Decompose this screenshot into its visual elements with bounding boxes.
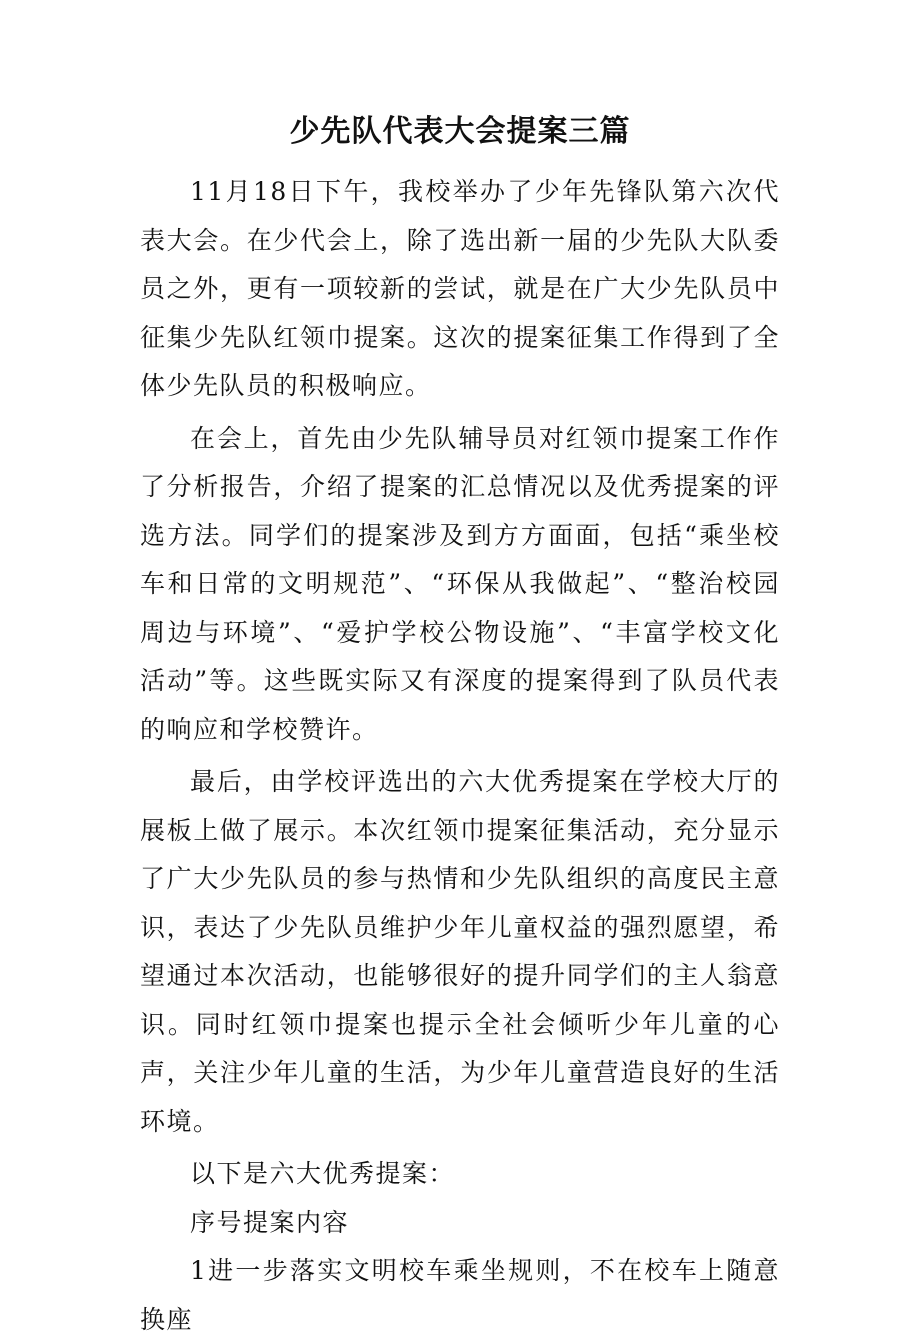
paragraph-table-header: 序号提案内容: [190, 1207, 350, 1237]
paragraph-proposal-1: 1进一步落实文明校车乘坐规则，不在校车上随意换座: [140, 1256, 780, 1334]
paragraph-exhibition: 最后，由学校评选出的六大优秀提案在学校大厅的展板上做了展示。本次红领巾提案征集活动，充分显示了广大少先队员的参与热情和少先队组织的高度民主意识，表达了少先队员维护少年儿童权益的强烈愿望，希望通过本次活动，也能够很好的提升同学们的主人翁意识。同时红领巾提案也提示全社会倾听少年儿童的心声，关注少年儿童的生活，为少年儿童营造良好的生活环境。: [140, 767, 780, 1136]
document-title: 少先队代表大会提案三篇: [289, 114, 631, 149]
paragraph-meeting-report: 在会上，首先由少先队辅导员对红领巾提案工作作了分析报告，介绍了提案的汇总情况以及优秀提案的评选方法。同学们的提案涉及到方方面面，包括“乘坐校车和日常的文明规范”、“环保从我做起”、“整治校园周边与环境”、“爱护学校公物设施”、“丰富学校文化活动”等。这些既实际又有深度的提案得到了队员代表的响应和学校赞许。: [140, 423, 780, 744]
paragraph-proposals-intro: 以下是六大优秀提案：: [190, 1159, 456, 1188]
document-body: [140, 168, 780, 1344]
paragraph-intro: 11月18日下午，我校举办了少年先锋队第六次代表大会。在少代会上，除了选出新一届的少先队大队委员之外，更有一项较新的尝试，就是在广大少先队员中征集少先队红领巾提案。这次的提案征集工作得到了全体少先队员的积极响应。: [140, 177, 780, 400]
